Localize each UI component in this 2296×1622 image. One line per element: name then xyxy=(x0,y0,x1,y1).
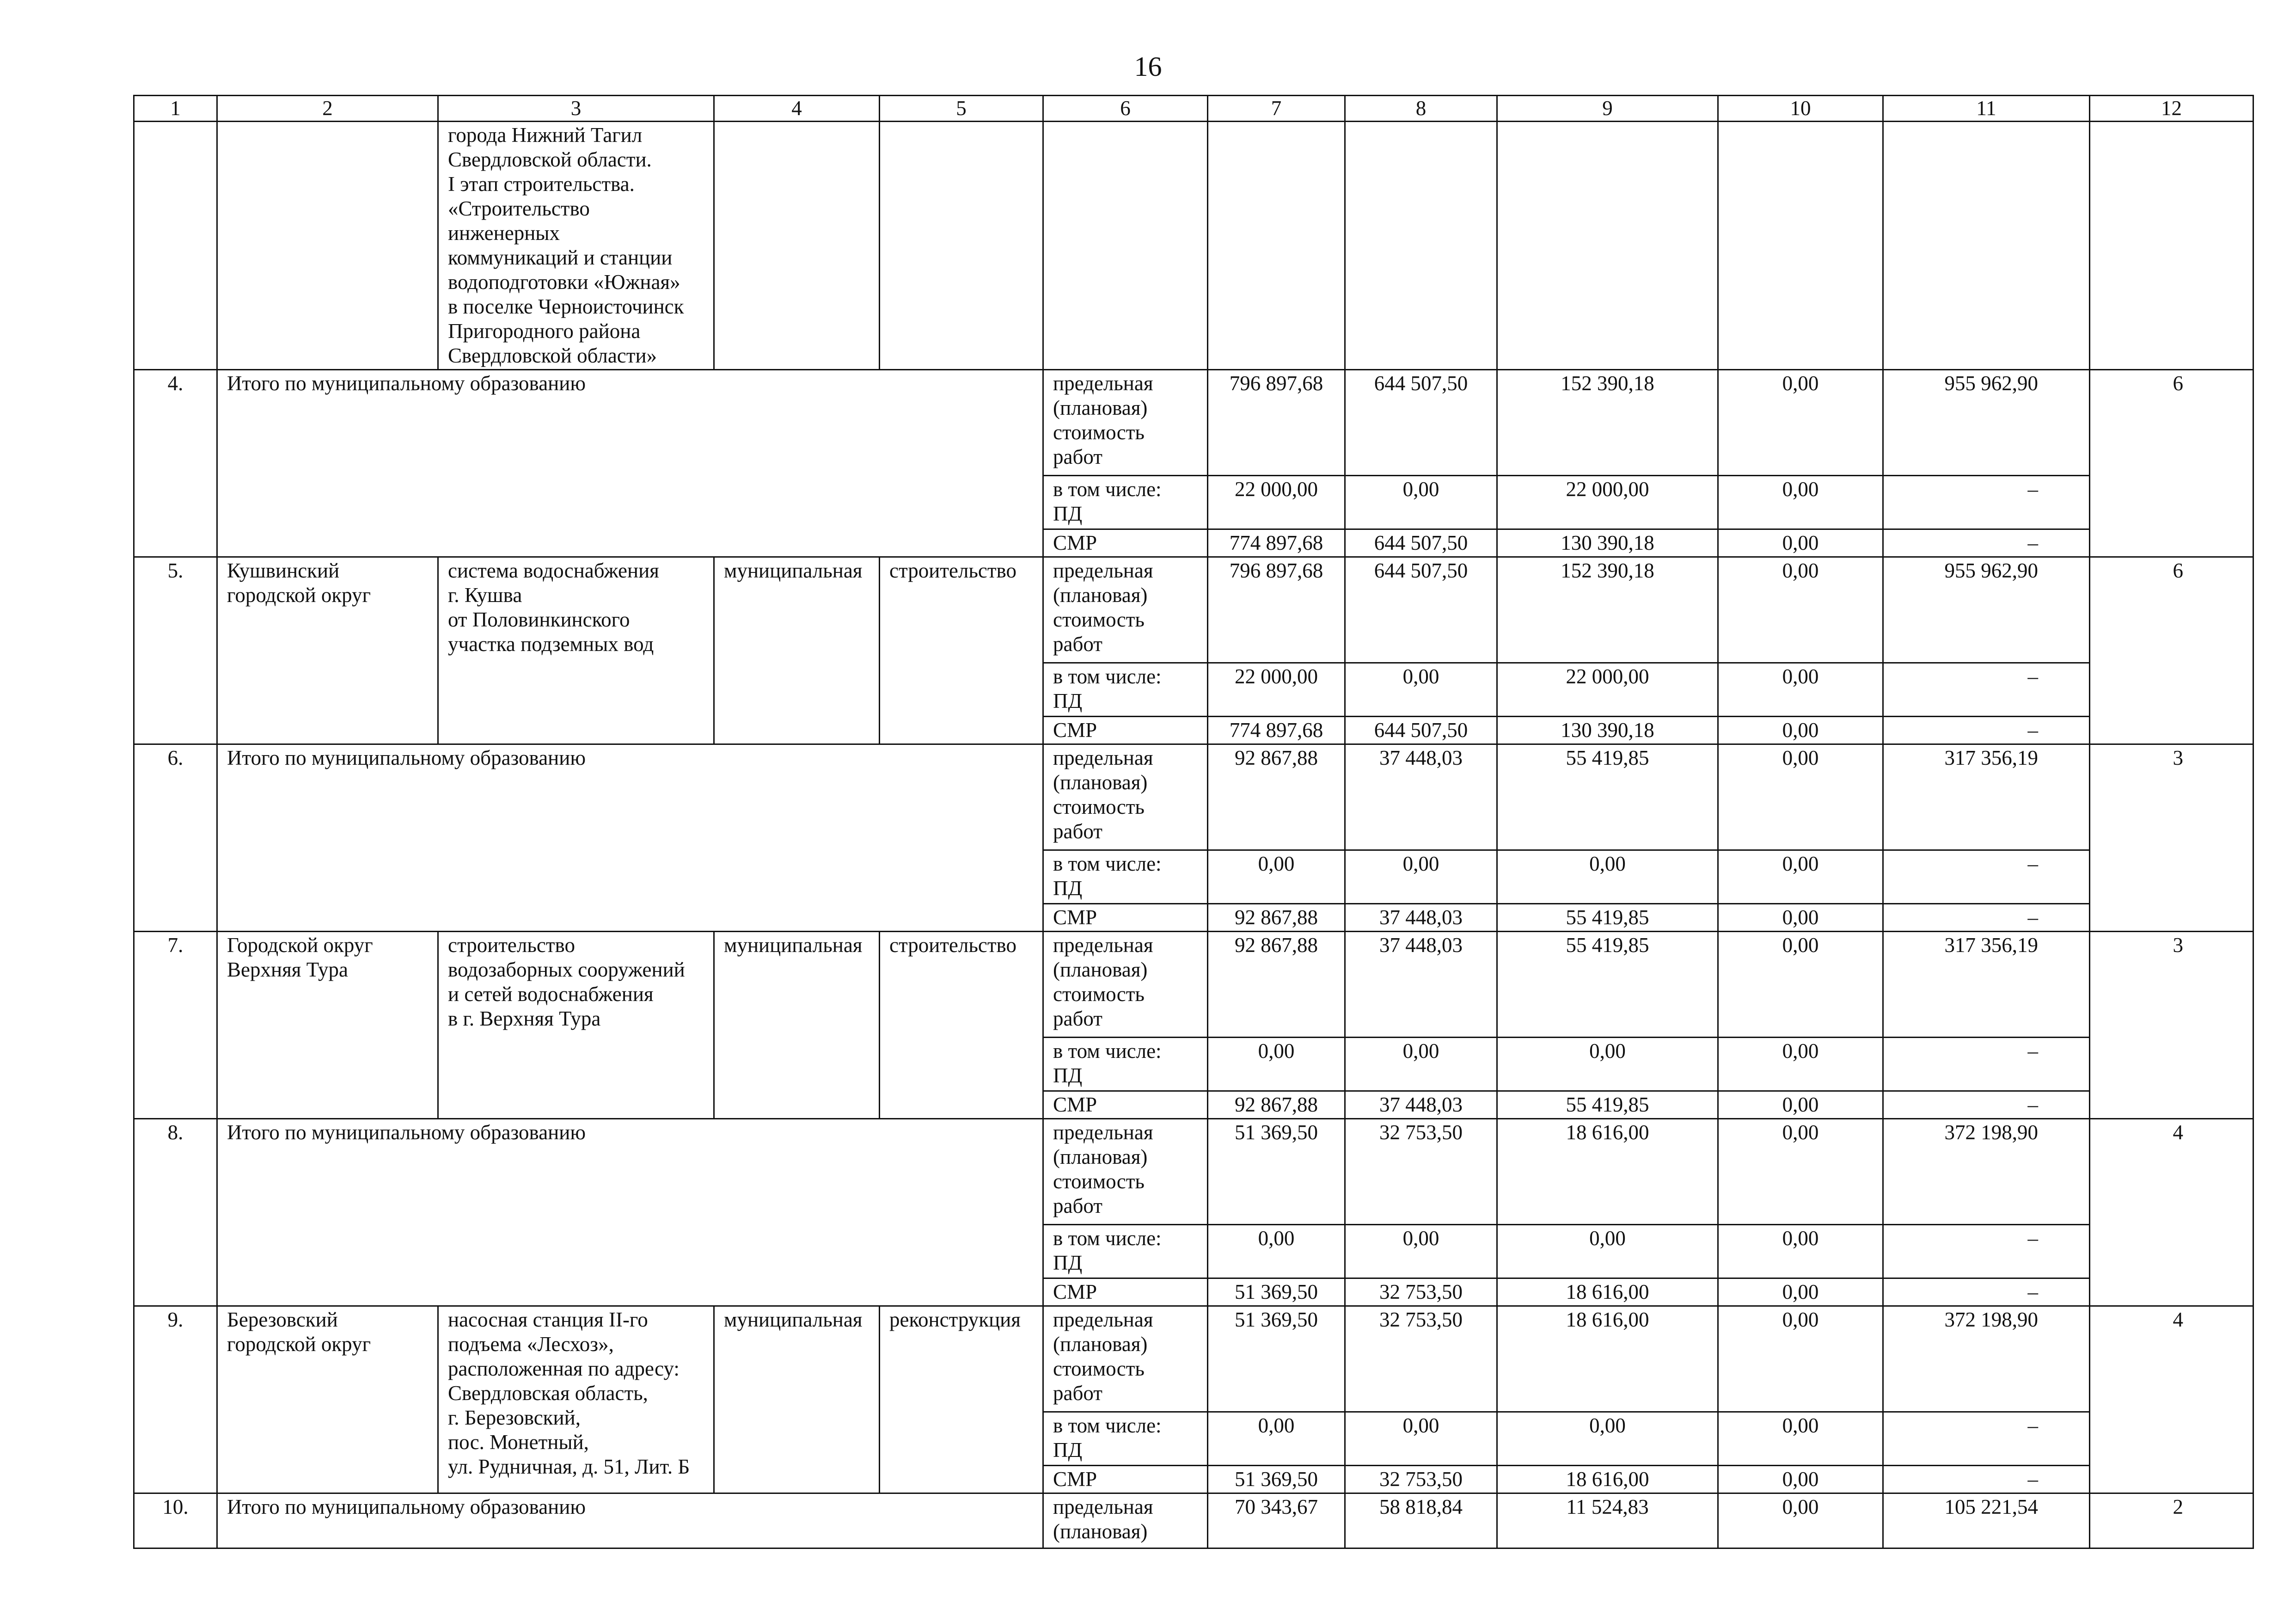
total-cost-label xyxy=(1043,1119,1208,1225)
municipality-name xyxy=(217,932,438,1119)
total-cost-value: 51 369,50 xyxy=(1208,1306,1345,1412)
pd-value: 22 000,00 xyxy=(1208,663,1345,717)
total-cost-label xyxy=(1043,1306,1208,1412)
label-line: предельная xyxy=(1053,934,1153,957)
continuation-row xyxy=(134,122,2253,370)
pd-value: – xyxy=(1883,663,2090,717)
label-line: работ xyxy=(1053,633,1102,656)
total-cost-value: 152 390,18 xyxy=(1497,557,1718,663)
pd-value: 0,00 xyxy=(1345,663,1497,717)
pd-value: – xyxy=(1883,1412,2090,1466)
cell-empty xyxy=(1043,122,1208,370)
smr-value: 55 419,85 xyxy=(1497,1091,1718,1119)
label-line: работ xyxy=(1053,820,1102,843)
row-number: 6. xyxy=(134,744,217,932)
label-line: ПД xyxy=(1053,877,1083,900)
table-row xyxy=(134,932,2253,1038)
pd-value: – xyxy=(1883,476,2090,529)
object-name-line: участка подземных вод xyxy=(448,633,654,656)
object-name xyxy=(438,1306,714,1493)
object-name-line: г. Березовский, xyxy=(448,1406,581,1429)
smr-value: 774 897,68 xyxy=(1208,717,1345,744)
label-line: в том числе: xyxy=(1053,1414,1162,1437)
label-line: в том числе: xyxy=(1053,1227,1162,1250)
pd-value: 0,00 xyxy=(1345,476,1497,529)
object-name-line: ул. Рудничная, д. 51, Лит. Б xyxy=(448,1455,690,1478)
total-cost-value: 92 867,88 xyxy=(1208,744,1345,850)
label-line: ПД xyxy=(1053,502,1083,525)
smr-label: СМР xyxy=(1043,1466,1208,1493)
column-number-1: 1 xyxy=(134,96,217,122)
total-cost-value: 0,00 xyxy=(1718,744,1883,850)
total-cost-value: 152 390,18 xyxy=(1497,370,1718,476)
column-number-11: 11 xyxy=(1883,96,2090,122)
smr-value: 130 390,18 xyxy=(1497,717,1718,744)
pd-value: – xyxy=(1883,1225,2090,1278)
object-name-line: пос. Монетный, xyxy=(448,1431,589,1454)
object-name-line: города Нижний Тагил xyxy=(448,123,643,147)
pd-value: 0,00 xyxy=(1208,850,1345,904)
label-line: стоимость xyxy=(1053,1170,1145,1193)
label-line: стоимость xyxy=(1053,795,1145,818)
smr-label: СМР xyxy=(1043,717,1208,744)
pd-value: 0,00 xyxy=(1497,1412,1718,1466)
pd-label xyxy=(1043,663,1208,717)
column-number-8: 8 xyxy=(1345,96,1497,122)
smr-label: СМР xyxy=(1043,529,1208,557)
pd-value: 0,00 xyxy=(1718,1038,1883,1091)
total-cost-value: 317 356,19 xyxy=(1883,932,2090,1038)
total-cost-value: 11 524,83 xyxy=(1497,1493,1718,1548)
smr-value: – xyxy=(1883,1466,2090,1493)
municipality-line: городской округ xyxy=(227,584,371,607)
label-line: работ xyxy=(1053,1382,1102,1405)
total-label: Итого по муниципальному образованию xyxy=(217,370,1043,557)
label-line: стоимость xyxy=(1053,983,1145,1006)
pd-label xyxy=(1043,1225,1208,1278)
object-name-line: от Половинкинского xyxy=(448,608,630,631)
label-line: (плановая) xyxy=(1053,771,1148,794)
total-cost-value: 372 198,90 xyxy=(1883,1119,2090,1225)
column-number-10: 10 xyxy=(1718,96,1883,122)
pd-label xyxy=(1043,1038,1208,1091)
cell-empty xyxy=(880,122,1043,370)
ownership-type: муниципальная xyxy=(714,1306,880,1493)
total-cost-value: 955 962,90 xyxy=(1883,557,2090,663)
pd-value: 0,00 xyxy=(1345,1412,1497,1466)
label-line: (плановая) xyxy=(1053,1520,1148,1543)
label-line: (плановая) xyxy=(1053,396,1148,419)
smr-value: 130 390,18 xyxy=(1497,529,1718,557)
object-name-line: I этап строительства. xyxy=(448,172,635,196)
continuation-object-name xyxy=(438,122,714,370)
column-12-value: 4 xyxy=(2090,1306,2253,1493)
label-line: предельная xyxy=(1053,559,1153,582)
smr-value: 32 753,50 xyxy=(1345,1278,1497,1306)
label-line: стоимость xyxy=(1053,1357,1145,1380)
pd-value: 0,00 xyxy=(1208,1412,1345,1466)
smr-value: – xyxy=(1883,717,2090,744)
municipality-line: Березовский xyxy=(227,1308,338,1331)
smr-value: 18 616,00 xyxy=(1497,1278,1718,1306)
row-number: 9. xyxy=(134,1306,217,1493)
smr-value: 0,00 xyxy=(1718,717,1883,744)
pd-value: 22 000,00 xyxy=(1208,476,1345,529)
municipality-name xyxy=(217,1306,438,1493)
object-name-line: строительство xyxy=(448,934,575,957)
column-number-5: 5 xyxy=(880,96,1043,122)
total-cost-value: 32 753,50 xyxy=(1345,1306,1497,1412)
table-row xyxy=(134,1306,2253,1412)
row-number: 7. xyxy=(134,932,217,1119)
total-cost-value: 0,00 xyxy=(1718,557,1883,663)
label-line: работ xyxy=(1053,1194,1102,1217)
column-12-value: 6 xyxy=(2090,557,2253,744)
total-cost-label xyxy=(1043,744,1208,850)
total-cost-value: 37 448,03 xyxy=(1345,932,1497,1038)
total-cost-value: 18 616,00 xyxy=(1497,1306,1718,1412)
table-row-last xyxy=(134,1493,2253,1548)
object-name xyxy=(438,557,714,744)
object-name-line: коммуникаций и станции xyxy=(448,246,673,269)
smr-value: 32 753,50 xyxy=(1345,1466,1497,1493)
label-line: ПД xyxy=(1053,1064,1083,1087)
object-name xyxy=(438,932,714,1119)
label-line: стоимость xyxy=(1053,421,1145,444)
object-name-line: г. Кушва xyxy=(448,584,522,607)
label-line: предельная xyxy=(1053,1121,1153,1144)
smr-value: 644 507,50 xyxy=(1345,717,1497,744)
object-name-line: водозаборных сооружений xyxy=(448,958,685,981)
column-12-value: 2 xyxy=(2090,1493,2253,1548)
smr-value: 37 448,03 xyxy=(1345,1091,1497,1119)
pd-value: 22 000,00 xyxy=(1497,663,1718,717)
total-label: Итого по муниципальному образованию xyxy=(217,744,1043,932)
work-type: строительство xyxy=(880,557,1043,744)
pd-value: 0,00 xyxy=(1718,850,1883,904)
ownership-type: муниципальная xyxy=(714,557,880,744)
total-cost-value: 55 419,85 xyxy=(1497,744,1718,850)
smr-value: 0,00 xyxy=(1718,529,1883,557)
ownership-type: муниципальная xyxy=(714,932,880,1119)
pd-label xyxy=(1043,1412,1208,1466)
total-cost-value: 32 753,50 xyxy=(1345,1119,1497,1225)
total-cost-value: 317 356,19 xyxy=(1883,744,2090,850)
label-line: в том числе: xyxy=(1053,1039,1162,1063)
total-cost-value: 0,00 xyxy=(1718,1119,1883,1225)
smr-value: 51 369,50 xyxy=(1208,1466,1345,1493)
column-number-3: 3 xyxy=(438,96,714,122)
total-cost-value: 644 507,50 xyxy=(1345,370,1497,476)
total-cost-value: 0,00 xyxy=(1718,1306,1883,1412)
budget-table xyxy=(133,95,2254,1549)
work-type: строительство xyxy=(880,932,1043,1119)
smr-value: 37 448,03 xyxy=(1345,904,1497,932)
pd-value: 0,00 xyxy=(1345,1225,1497,1278)
municipality-line: Кушвинский xyxy=(227,559,340,582)
total-cost-value: 105 221,54 xyxy=(1883,1493,2090,1548)
municipality-line: Городской округ xyxy=(227,934,373,957)
column-12-value: 4 xyxy=(2090,1119,2253,1306)
object-name-line: Пригородного района xyxy=(448,319,641,343)
table-row xyxy=(134,370,2253,476)
table-body xyxy=(134,96,2253,1548)
pd-value: 0,00 xyxy=(1718,1225,1883,1278)
total-cost-value: 37 448,03 xyxy=(1345,744,1497,850)
object-name-line: инженерных xyxy=(448,221,560,245)
label-line: ПД xyxy=(1053,1251,1083,1274)
pd-value: 0,00 xyxy=(1497,1038,1718,1091)
object-name-line: Свердловская область, xyxy=(448,1382,648,1405)
pd-value: 0,00 xyxy=(1208,1225,1345,1278)
smr-value: 18 616,00 xyxy=(1497,1466,1718,1493)
column-number-row xyxy=(134,96,2253,122)
smr-value: 0,00 xyxy=(1718,904,1883,932)
cell-empty xyxy=(714,122,880,370)
object-name-line: насосная станция II-го xyxy=(448,1308,648,1331)
label-line: в том числе: xyxy=(1053,852,1162,875)
label-line: (плановая) xyxy=(1053,584,1148,607)
smr-label: СМР xyxy=(1043,1091,1208,1119)
smr-value: 0,00 xyxy=(1718,1466,1883,1493)
smr-value: 51 369,50 xyxy=(1208,1278,1345,1306)
pd-value: 0,00 xyxy=(1208,1038,1345,1091)
object-name-line: в поселке Черноисточинск xyxy=(448,295,684,318)
label-line: работ xyxy=(1053,445,1102,468)
smr-value: 92 867,88 xyxy=(1208,1091,1345,1119)
smr-value: 55 419,85 xyxy=(1497,904,1718,932)
smr-label: СМР xyxy=(1043,1278,1208,1306)
pd-value: 0,00 xyxy=(1497,1225,1718,1278)
object-name-line: Свердловской области» xyxy=(448,344,657,367)
label-line: стоимость xyxy=(1053,608,1145,631)
total-cost-value: 0,00 xyxy=(1718,370,1883,476)
table-row xyxy=(134,744,2253,850)
total-cost-label xyxy=(1043,932,1208,1038)
label-line: ПД xyxy=(1053,689,1083,713)
smr-value: – xyxy=(1883,529,2090,557)
total-cost-value: 0,00 xyxy=(1718,1493,1883,1548)
object-name-line: в г. Верхняя Тура xyxy=(448,1007,601,1030)
total-cost-value: 70 343,67 xyxy=(1208,1493,1345,1548)
row-number: 8. xyxy=(134,1119,217,1306)
municipality-line: городской округ xyxy=(227,1333,371,1356)
pd-value: 0,00 xyxy=(1718,663,1883,717)
total-cost-label xyxy=(1043,370,1208,476)
municipality-name xyxy=(217,557,438,744)
smr-value: – xyxy=(1883,904,2090,932)
smr-value: 0,00 xyxy=(1718,1278,1883,1306)
cell-empty xyxy=(1208,122,1345,370)
pd-label xyxy=(1043,476,1208,529)
total-cost-value: 0,00 xyxy=(1718,932,1883,1038)
label-line: предельная xyxy=(1053,1308,1153,1331)
table-row xyxy=(134,557,2253,663)
smr-label: СМР xyxy=(1043,904,1208,932)
page-number: 16 xyxy=(1134,51,1162,82)
pd-label xyxy=(1043,850,1208,904)
column-number-12: 12 xyxy=(2090,96,2253,122)
pd-value: 0,00 xyxy=(1345,1038,1497,1091)
smr-value: 0,00 xyxy=(1718,1091,1883,1119)
total-cost-value: 796 897,68 xyxy=(1208,370,1345,476)
column-12-value: 3 xyxy=(2090,932,2253,1119)
label-line: ПД xyxy=(1053,1438,1083,1462)
municipality-line: Верхняя Тура xyxy=(227,958,348,981)
smr-value: 644 507,50 xyxy=(1345,529,1497,557)
total-cost-value: 92 867,88 xyxy=(1208,932,1345,1038)
total-cost-value: 955 962,90 xyxy=(1883,370,2090,476)
cell-empty xyxy=(1718,122,1883,370)
total-cost-value: 372 198,90 xyxy=(1883,1306,2090,1412)
smr-value: 92 867,88 xyxy=(1208,904,1345,932)
column-12-value: 3 xyxy=(2090,744,2253,932)
label-line: в том числе: xyxy=(1053,478,1162,501)
work-type: реконструкция xyxy=(880,1306,1043,1493)
pd-value: 0,00 xyxy=(1497,850,1718,904)
label-line: предельная xyxy=(1053,372,1153,395)
total-cost-value: 51 369,50 xyxy=(1208,1119,1345,1225)
cell-empty xyxy=(1497,122,1718,370)
object-name-line: расположенная по адресу: xyxy=(448,1357,680,1380)
label-line: работ xyxy=(1053,1007,1102,1030)
total-cost-value: 55 419,85 xyxy=(1497,932,1718,1038)
total-cost-value: 18 616,00 xyxy=(1497,1119,1718,1225)
total-cost-label xyxy=(1043,1493,1208,1548)
label-line: (плановая) xyxy=(1053,1145,1148,1168)
total-cost-value: 644 507,50 xyxy=(1345,557,1497,663)
row-number: 5. xyxy=(134,557,217,744)
column-number-9: 9 xyxy=(1497,96,1718,122)
pd-value: – xyxy=(1883,1038,2090,1091)
smr-value: 774 897,68 xyxy=(1208,529,1345,557)
column-number-2: 2 xyxy=(217,96,438,122)
total-cost-label xyxy=(1043,557,1208,663)
label-line: (плановая) xyxy=(1053,958,1148,981)
cell-empty xyxy=(134,122,217,370)
object-name-line: водоподготовки «Южная» xyxy=(448,270,680,294)
total-cost-value: 58 818,84 xyxy=(1345,1493,1497,1548)
object-name-line: «Строительство xyxy=(448,197,590,220)
object-name-line: система водоснабжения xyxy=(448,559,659,582)
cell-empty xyxy=(2090,122,2253,370)
smr-value: – xyxy=(1883,1278,2090,1306)
row-number: 10. xyxy=(134,1493,217,1548)
total-label: Итого по муниципальному образованию xyxy=(217,1119,1043,1306)
column-number-7: 7 xyxy=(1208,96,1345,122)
pd-value: 22 000,00 xyxy=(1497,476,1718,529)
label-line: предельная xyxy=(1053,1495,1153,1518)
total-label: Итого по муниципальному образованию xyxy=(217,1493,1043,1548)
object-name-line: и сетей водоснабжения xyxy=(448,983,654,1006)
object-name-line: Свердловской области. xyxy=(448,148,652,171)
pd-value: 0,00 xyxy=(1718,476,1883,529)
column-number-6: 6 xyxy=(1043,96,1208,122)
column-number-4: 4 xyxy=(714,96,880,122)
column-12-value: 6 xyxy=(2090,370,2253,557)
cell-empty xyxy=(217,122,438,370)
pd-value: 0,00 xyxy=(1345,850,1497,904)
row-number: 4. xyxy=(134,370,217,557)
label-line: предельная xyxy=(1053,746,1153,769)
total-cost-value: 796 897,68 xyxy=(1208,557,1345,663)
table-row xyxy=(134,1119,2253,1225)
cell-empty xyxy=(1883,122,2090,370)
pd-value: – xyxy=(1883,850,2090,904)
label-line: (плановая) xyxy=(1053,1333,1148,1356)
pd-value: 0,00 xyxy=(1718,1412,1883,1466)
smr-value: – xyxy=(1883,1091,2090,1119)
object-name-line: подъема «Лесхоз», xyxy=(448,1333,614,1356)
label-line: в том числе: xyxy=(1053,665,1162,688)
cell-empty xyxy=(1345,122,1497,370)
